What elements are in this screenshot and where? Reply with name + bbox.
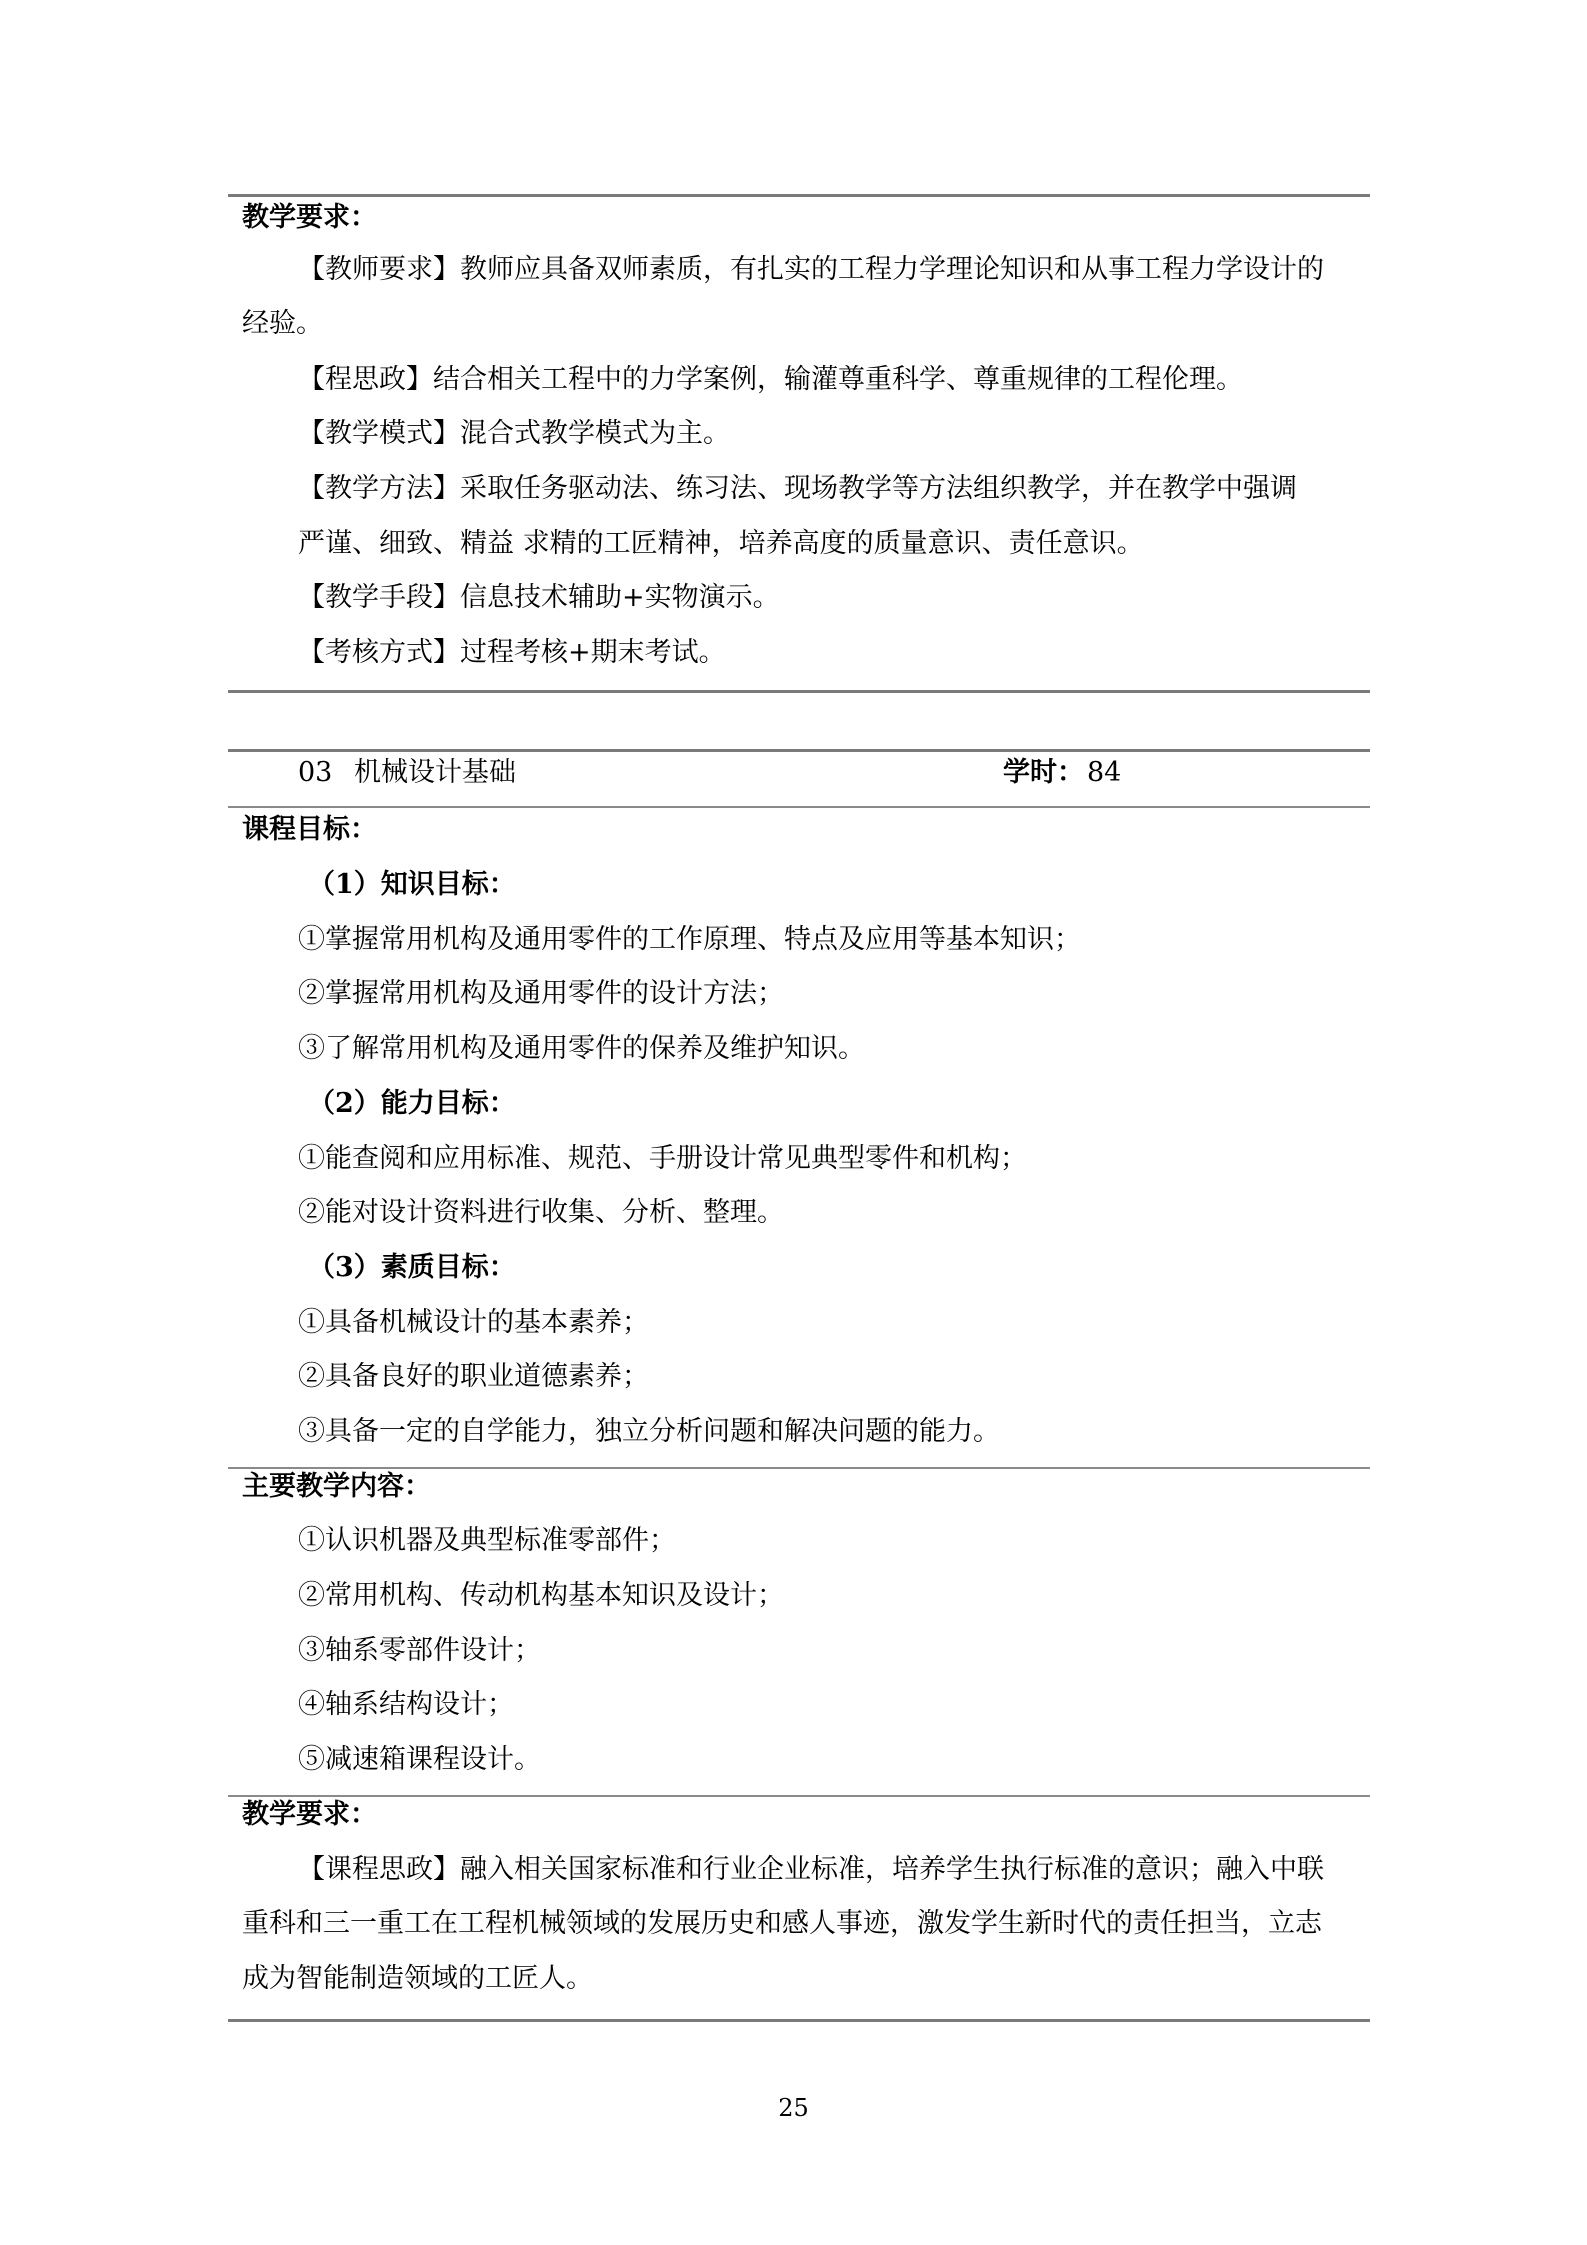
requirement-line: 【考核方式】过程考核+期末考试。 bbox=[298, 637, 726, 668]
bottom-rule bbox=[228, 2019, 1370, 2022]
knowledge-item: ①掌握常用机构及通用零件的工作原理、特点及应用等基本知识； bbox=[298, 924, 1081, 955]
content-item: ①认识机器及典型标准零部件； bbox=[298, 1525, 676, 1556]
content-item: ③轴系零部件设计； bbox=[298, 1635, 541, 1666]
section-end-rule bbox=[228, 690, 1370, 693]
ability-item: ②能对设计资料进行收集、分析、整理。 bbox=[298, 1197, 784, 1228]
quality-item: ②具备良好的职业道德素养； bbox=[298, 1361, 649, 1392]
knowledge-item: ③了解常用机构及通用零件的保养及维护知识。 bbox=[298, 1033, 865, 1064]
requirement-line: 成为智能制造领域的工匠人。 bbox=[242, 1963, 593, 1994]
quality-item: ①具备机械设计的基本素养； bbox=[298, 1307, 649, 1338]
course-number: 03 bbox=[298, 757, 333, 788]
requirement-line: 【程思政】结合相关工程中的力学案例，输灌尊重科学、尊重规律的工程伦理。 bbox=[298, 364, 1243, 395]
content-end-rule bbox=[228, 1795, 1370, 1797]
page-number: 25 bbox=[778, 2094, 809, 2122]
requirement-line: 【课程思政】融入相关国家标准和行业企业标准，培养学生执行标准的意识；融入中联 bbox=[298, 1854, 1324, 1885]
knowledge-item: ②掌握常用机构及通用零件的设计方法； bbox=[298, 978, 784, 1009]
ability-heading: （2）能力目标： bbox=[308, 1088, 516, 1119]
requirement-line: 重科和三一重工在工程机械领域的发展历史和感人事迹，激发学生新时代的责任担当，立志 bbox=[242, 1908, 1322, 1939]
knowledge-heading: （1）知识目标： bbox=[308, 869, 516, 900]
course-header-rule bbox=[228, 806, 1370, 808]
requirement-line: 【教学方法】采取任务驱动法、练习法、现场教学等方法组织教学，并在教学中强调 bbox=[298, 473, 1297, 504]
requirement-line: 【教师要求】教师应具备双师素质，有扎实的工程力学理论知识和从事工程力学设计的 bbox=[298, 254, 1324, 285]
course-name: 机械设计基础 bbox=[354, 757, 516, 788]
ability-item: ①能查阅和应用标准、规范、手册设计常见典型零件和机构； bbox=[298, 1143, 1027, 1174]
content-item: ④轴系结构设计； bbox=[298, 1689, 514, 1720]
content-item: ⑤减速箱课程设计。 bbox=[298, 1744, 541, 1775]
course-hours-value: 84 bbox=[1087, 757, 1122, 788]
requirement-line: 【教学模式】混合式教学模式为主。 bbox=[298, 418, 730, 449]
top-rule bbox=[228, 194, 1370, 197]
content-heading: 主要教学内容： bbox=[242, 1471, 431, 1502]
requirement-line: 【教学手段】信息技术辅助+实物演示。 bbox=[298, 582, 780, 613]
quality-heading: （3）素质目标： bbox=[308, 1252, 516, 1283]
teaching-requirements-heading-2: 教学要求： bbox=[242, 1799, 377, 1830]
requirement-line: 经验。 bbox=[242, 308, 323, 339]
course-hours-label: 学时： bbox=[1003, 757, 1084, 788]
teaching-requirements-heading: 教学要求： bbox=[242, 202, 377, 233]
content-item: ②常用机构、传动机构基本知识及设计； bbox=[298, 1580, 784, 1611]
course-top-rule bbox=[228, 749, 1370, 752]
requirement-line: 严谨、细致、精益 求精的工匠精神，培养高度的质量意识、责任意识。 bbox=[298, 528, 1144, 559]
objectives-heading: 课程目标： bbox=[242, 814, 377, 845]
quality-item: ③具备一定的自学能力，独立分析问题和解决问题的能力。 bbox=[298, 1416, 1000, 1447]
